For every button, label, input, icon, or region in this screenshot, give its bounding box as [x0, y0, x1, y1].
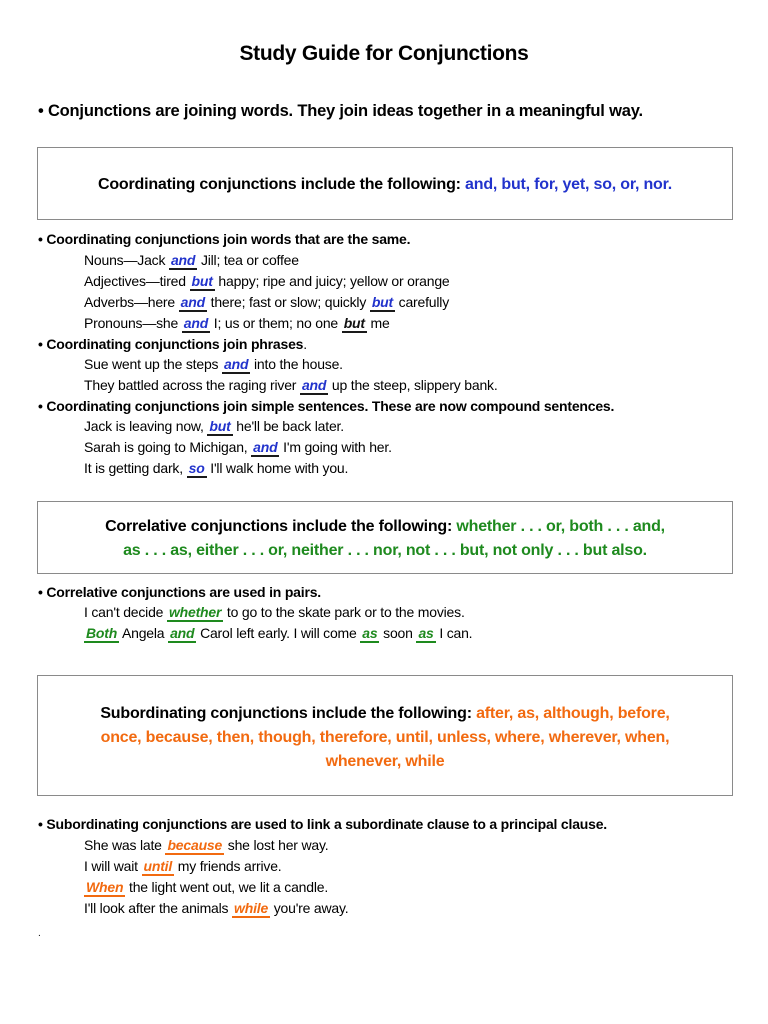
- correlative-bullet: • Correlative conjunctions are used in pairs.: [38, 584, 321, 600]
- subordinating-example-1: [84, 837, 328, 853]
- keyword-and: and: [301, 377, 327, 393]
- text-fragment: I can't decide: [84, 604, 167, 620]
- keyword-and: and: [170, 252, 196, 268]
- subordinating-list-1: after, as, although, before,: [476, 705, 670, 722]
- subordinating-list-3: whenever, while: [325, 753, 445, 770]
- example-adverbs: [84, 294, 449, 310]
- text-fragment: Angela: [119, 625, 169, 641]
- keyword-as: as: [362, 625, 378, 641]
- example-phrase-1: [84, 356, 343, 372]
- keyword-but: but: [343, 315, 365, 331]
- keyword-while: while: [234, 900, 269, 916]
- keyword-and: and: [253, 439, 278, 455]
- keyword-whether: whether: [168, 604, 222, 620]
- text-fragment: into the house.: [250, 356, 343, 372]
- text-fragment: I'm going with her.: [279, 439, 392, 455]
- subordinating-example-2: [84, 858, 282, 874]
- text-fragment: carefully: [394, 294, 450, 310]
- subordinating-box-label: Subordinating conjunctions include the following:: [100, 705, 472, 722]
- keyword-when: When: [86, 879, 124, 895]
- keyword-until: until: [143, 858, 173, 874]
- keyword-and: and: [170, 625, 195, 641]
- example-sentence-2: [84, 439, 392, 455]
- keyword-both: Both: [86, 625, 118, 641]
- text-fragment: Jack is leaving now,: [84, 418, 208, 434]
- keyword-but: but: [191, 273, 213, 289]
- text-fragment: Carol left early. I will come: [196, 625, 361, 641]
- text-fragment: I; us or them; no one: [210, 315, 342, 331]
- correlative-example-1: [84, 604, 465, 620]
- text-fragment: I'll look after the animals: [84, 900, 233, 916]
- coordinating-bullet-sentences: • Coordinating conjunctions join simple sentences. These are now compound sentences.: [38, 398, 615, 414]
- text-fragment: Sarah is going to Michigan,: [84, 439, 252, 455]
- keyword-and: and: [180, 294, 205, 310]
- example-sentence-3: [84, 460, 348, 476]
- text-fragment: I can.: [435, 625, 473, 641]
- correlative-box: [37, 501, 733, 574]
- keyword-as: as: [418, 625, 434, 641]
- text-fragment: up the steep, slippery bank.: [328, 377, 498, 393]
- example-phrase-2: [84, 377, 498, 393]
- keyword-so: so: [188, 460, 205, 476]
- page-title: Study Guide for Conjunctions: [239, 42, 529, 65]
- text-fragment: me: [366, 315, 390, 331]
- text-fragment: the light went out, we lit a candle.: [125, 879, 329, 895]
- text-fragment: Adjectives—tired: [84, 273, 190, 289]
- example-pronouns: [84, 315, 390, 331]
- text-fragment: She was late: [84, 837, 166, 853]
- keyword-because: because: [167, 837, 223, 853]
- text-fragment: Jill; tea or coffee: [197, 252, 299, 268]
- keyword-and: and: [224, 356, 249, 372]
- text-fragment: They battled across the raging river: [84, 377, 300, 393]
- subordinating-box: [37, 675, 733, 796]
- text-fragment: Nouns—Jack: [84, 252, 169, 268]
- text-fragment: Sue went up the steps: [84, 356, 223, 372]
- intro-bullet: • Conjunctions are joining words. They join ideas together in a meaningful way.: [38, 102, 643, 120]
- text-fragment: It is getting dark,: [84, 460, 187, 476]
- text-fragment: I'll walk home with you.: [206, 460, 349, 476]
- text-fragment: you're away.: [270, 900, 349, 916]
- example-sentence-1: [84, 418, 344, 434]
- coordinating-bullet-words: • Coordinating conjunctions join words that are the same.: [38, 231, 411, 247]
- coordinating-bullet-phrases: [38, 336, 307, 352]
- coordinating-box-label: Coordinating conjunctions include the following:: [97, 176, 461, 193]
- text-fragment: .: [303, 336, 307, 352]
- text-fragment: there; fast or slow; quickly: [206, 294, 370, 310]
- correlative-list-2: as . . . as, either . . . or, neither . . . nor, not . . . but, not only . . . but also.: [123, 542, 647, 559]
- keyword-and: and: [183, 315, 209, 331]
- keyword-but: but: [209, 418, 231, 434]
- text-fragment: he'll be back later.: [232, 418, 344, 434]
- text-fragment: I will wait: [84, 858, 142, 874]
- example-nouns: [84, 252, 299, 268]
- text-fragment: Adverbs—here: [84, 294, 179, 310]
- text-fragment: Pronouns—she: [84, 315, 182, 331]
- correlative-list-1: whether . . . or, both . . . and,: [456, 518, 665, 535]
- text-fragment: she lost her way.: [224, 837, 329, 853]
- subordinating-example-4: [84, 900, 348, 916]
- keyword-but: but: [371, 294, 393, 310]
- subordinating-bullet: • Subordinating conjunctions are used to link a subordinate clause to a principal clause.: [38, 816, 607, 832]
- text-fragment: my friends arrive.: [174, 858, 282, 874]
- correlative-example-2: [84, 625, 472, 641]
- coordinating-list: and, but, for, yet, so, or, nor.: [465, 176, 673, 193]
- text-fragment: soon: [379, 625, 417, 641]
- text-fragment: happy; ripe and juicy; yellow or orange: [214, 273, 450, 289]
- subordinating-list-2: once, because, then, though, therefore, until, unless, where, wherever, when,: [100, 729, 670, 746]
- correlative-box-label: Correlative conjunctions include the following:: [105, 518, 453, 535]
- footer-dot: .: [38, 928, 41, 939]
- coordinating-box: [37, 147, 733, 220]
- text-fragment: to go to the skate park or to the movies.: [223, 604, 465, 620]
- text-fragment: • Coordinating conjunctions join phrases: [38, 336, 304, 352]
- subordinating-example-3: [84, 879, 328, 895]
- example-adjectives: [84, 273, 450, 289]
